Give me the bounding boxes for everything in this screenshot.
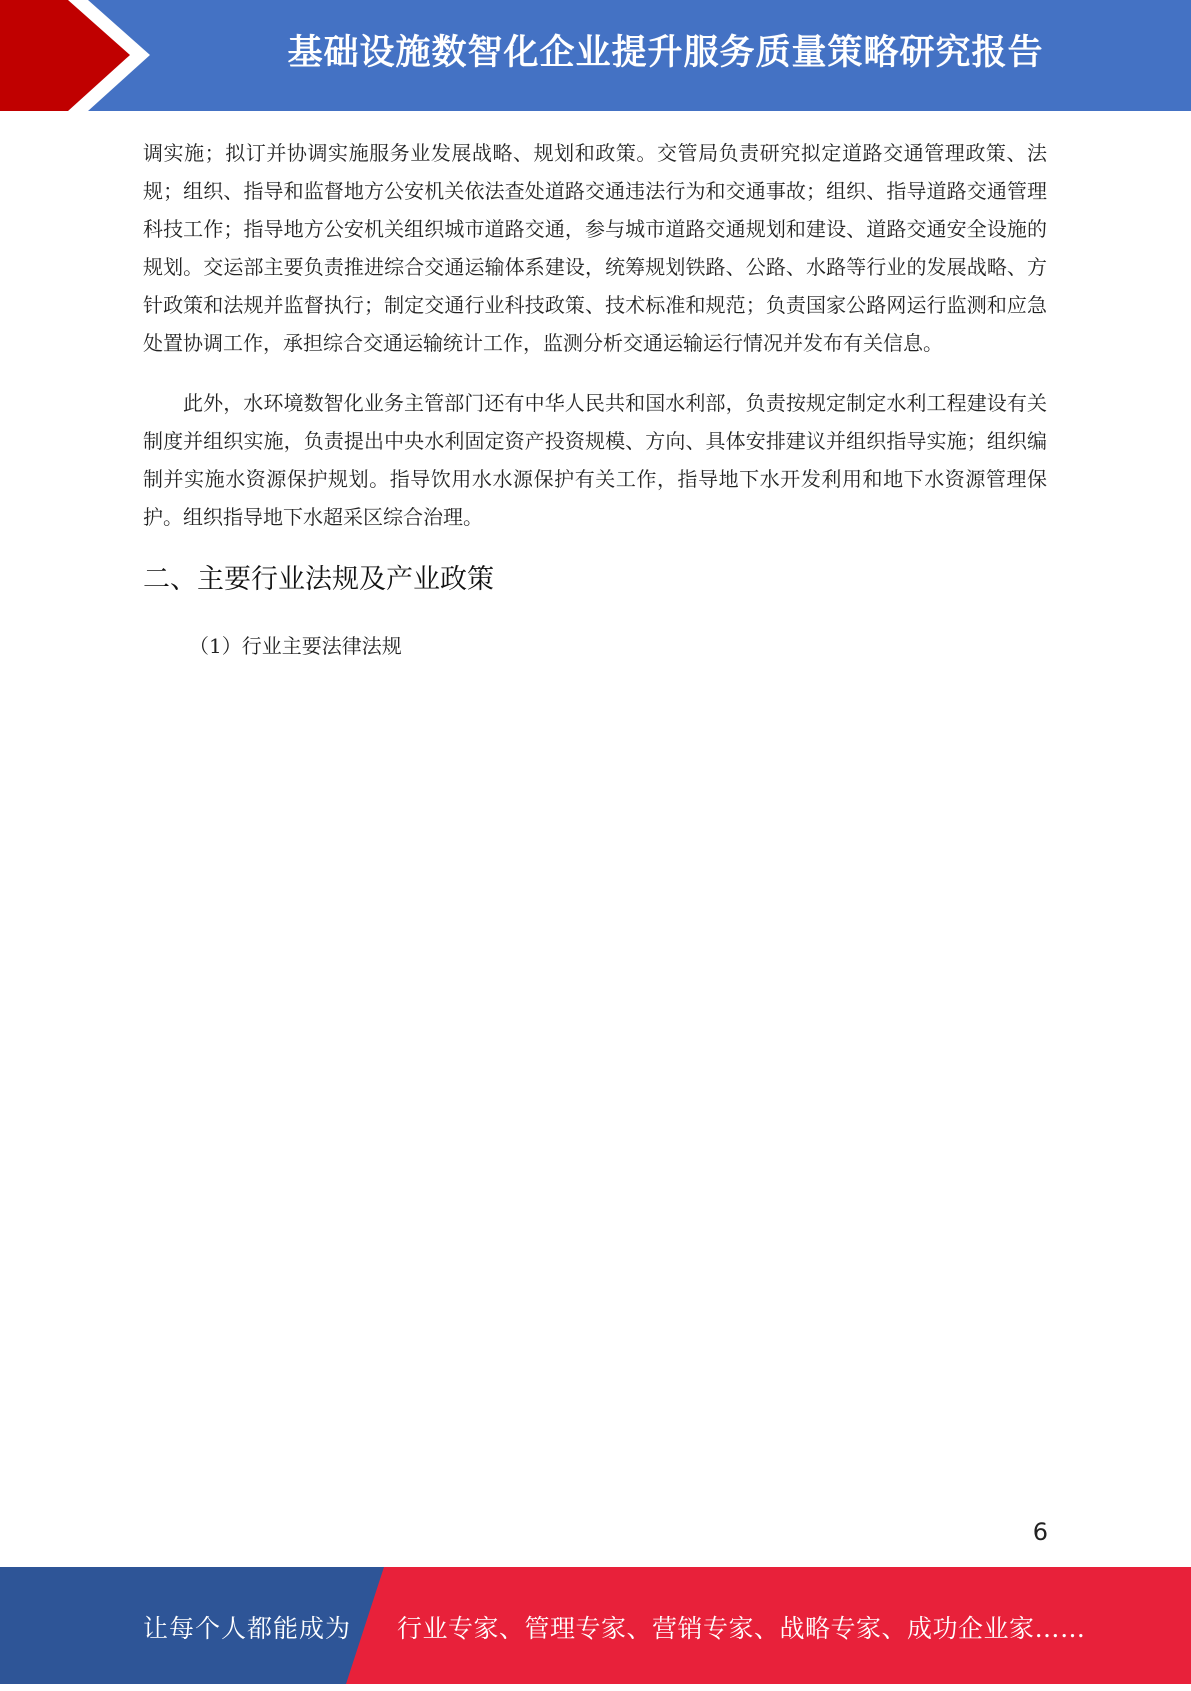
sub-item-heading: （1）行业主要法律法规	[189, 634, 402, 658]
report-title: 基础设施数智化企业提升服务质量策略研究报告	[287, 33, 1044, 73]
footer-slogan-right: 行业专家、管理专家、营销专家、战略专家、成功企业家……	[397, 1614, 1086, 1643]
page-footer	[0, 1567, 1191, 1684]
page-content	[143, 134, 1047, 661]
footer-slogan-left: 让每个人都能成为	[143, 1614, 352, 1643]
page-header	[0, 0, 1191, 111]
page-number: 6	[1032, 1518, 1048, 1546]
header-chevron-icon	[0, 0, 160, 111]
body-paragraph-2: 此外，水环境数智化业务主管部门还有中华人民共和国水利部，负责按规定制定水利工程建设有关制度并组织实施，负责提出中央水利固定资产投资规模、方向、具体安排建议并组织指导实施；组织编制并实施水资源保护规划。指导饮用水水源保护有关工作，指导地下水开发利用和地下水资源管理保护。组织指导地下水超采区综合治理。	[143, 391, 1047, 529]
section-heading: 二、主要行业法规及产业政策	[143, 564, 494, 595]
body-paragraph-1: 调实施；拟订并协调实施服务业发展战略、规划和政策。交管局负责研究拟定道路交通管理政策、法规；组织、指导和监督地方公安机关依法查处道路交通违法行为和交通事故；组织、指导道路交通管理科技工作；指导地方公安机关组织城市道路交通，参与城市道路交通规划和建设、道路交通安全设施的规划。交运部主要负责推进综合交通运输体系建设，统筹规划铁路、公路、水路等行业的发展战略、方针政策和法规并监督执行；制定交通行业科技政策、技术标准和规范；负责国家公路网运行监测和应急处置协调工作，承担综合交通运输统计工作，监测分析交通运输运行情况并发布有关信息。	[143, 141, 1047, 355]
